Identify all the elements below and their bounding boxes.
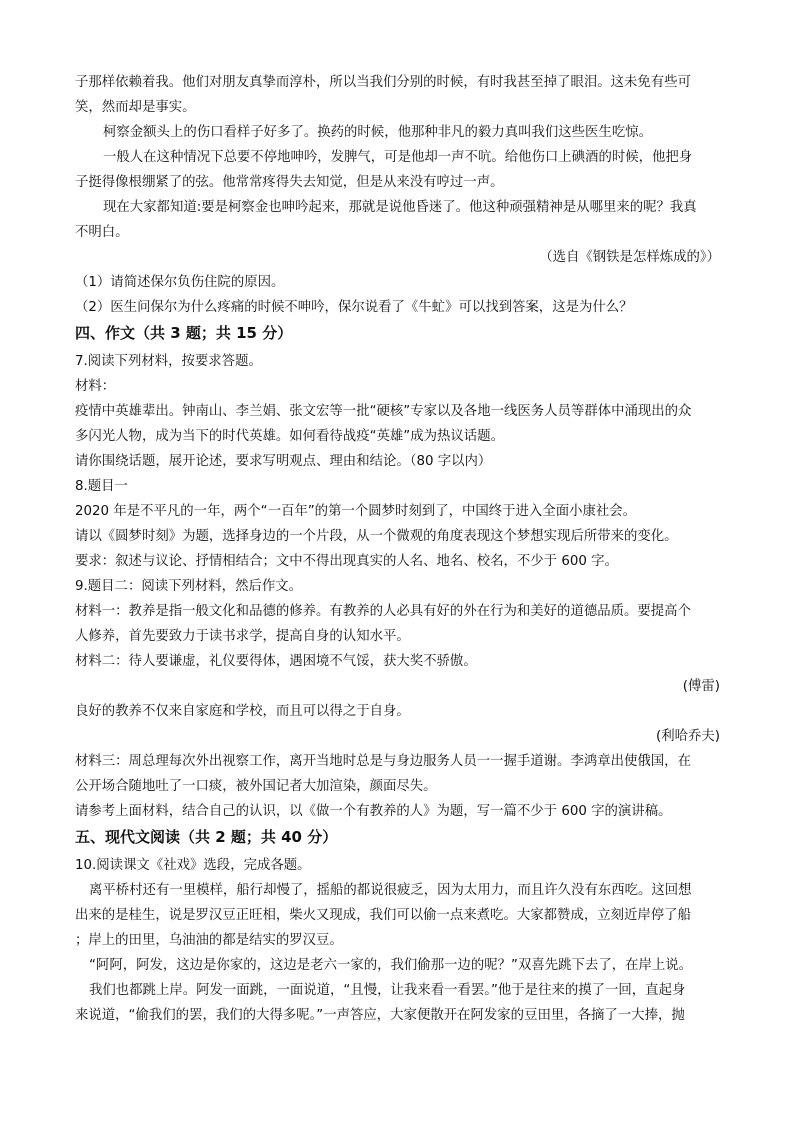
question-8-title: 8.题目一 [75, 479, 128, 494]
question-9-title: 9.题目二：阅读下列材料，然后作文。 [75, 579, 303, 594]
reading-passage-line: 来说道，“偷我们的罢，我们的大得多呢。”一声答应，大家便散开在阿发家的豆田里，各摘了一大捧，抛 [75, 1008, 685, 1023]
question-2: （2）医生问保尔为什么疼痛的时候不呻吟，保尔说看了《牛虻》可以找到答案，这是为什么？ [75, 300, 633, 315]
passage-line: 现在大家都知道:要是柯察金也呻吟起来，那就是说他昏迷了。他这种顽强精神是从哪里来的呢？我真 [103, 200, 697, 215]
reading-passage-line: 离平桥村还有一里模样，船行却慢了，摇船的都说很疲乏，因为太用力，而且许久没有东西吃。这回想 [89, 883, 692, 898]
passage-excerpt [75, 70, 720, 270]
passage-line: 子那样依赖着我。他们对朋友真挚而淳朴，所以当我们分别的时候，有时我甚至掉了眼泪。这未免有些可 [75, 75, 691, 90]
passage-line: 不明白。 [75, 225, 129, 240]
material-three: 公开场合随地吐了一口痰，被外国记者大加渲染，颜面尽失。 [75, 779, 437, 794]
material-text: 疫情中英雄辈出。钟南山、李兰娟、张文宏等一批“硬核”专家以及各地一线医务人员等群体中涌现出的众 [75, 404, 692, 419]
section-5-heading: 五、现代文阅读（共 2 题；共 40 分） [75, 828, 338, 846]
material-two: 材料二：待人要谦虚，礼仪要得体，遇困境不气馁，获大奖不骄傲。 [75, 654, 477, 669]
reading-passage-line: “阿阿，阿发，这边是你家的，这边是老六一家的，我们偷那一边的呢？”双喜先跳下去了，在岸上说。 [89, 958, 693, 973]
question-8-text: 2020 年是不平凡的一年，两个“一百年”的第一个圆梦时刻到了，中国终于进入全面小康社会。 [75, 504, 637, 519]
material-text: 多闪光人物，成为当下的时代英雄。如何看待战疫“英雄”成为热议话题。 [75, 429, 504, 444]
passage-line: 柯察金额头上的伤口看样子好多了。换药的时候，他那种非凡的毅力真叫我们这些医生吃惊。 [103, 125, 653, 140]
question-1: （1）请简述保尔负伤住院的原因。 [75, 275, 285, 290]
question-8-requirement: 要求：叙述与议论、抒情相结合；文中不得出现真实的人名、地名、校名，不少于 600 字。 [75, 554, 618, 569]
material-two-quote: 良好的教养不仅来自家庭和学校，而且可以得之于自身。 [75, 704, 410, 719]
material-label: 材料： [75, 379, 116, 394]
material-one: 材料一：教养是指一般文化和品德的修养。有教养的人必具有好的外在行为和美好的道德品质。要提高个 [75, 604, 691, 619]
section-4-heading: 四、作文（共 3 题；共 15 分） [75, 324, 293, 342]
quote-author: (傅雷) [682, 679, 720, 694]
quote-author: (利哈乔夫) [655, 729, 720, 744]
question-9-requirement: 请参考上面材料，结合自己的认识，以《做一个有教养的人》为题，写一篇不少于 600 字的演讲稿。 [75, 804, 672, 819]
question-7-title: 7.阅读下列材料，按要求答题。 [75, 354, 262, 369]
passage-source: （选自《钢铁是怎样炼成的》） [539, 250, 720, 265]
reading-passage-line: 出来的是桂生，说是罗汉豆正旺相，柴火又现成，我们可以偷一点来煮吃。大家都赞成，立刻近岸停了船 [75, 908, 691, 923]
question-8-text: 请以《圆梦时刻》为题，选择身边的一个片段，从一个微观的角度表现这个梦想实现后所带来的变化。 [75, 529, 678, 544]
material-three: 材料三：周总理每次外出视察工作，离开当地时总是与身边服务人员一一握手道谢。李鸿章出使俄国，在 [75, 754, 691, 769]
material-one: 人修养，首先要致力于读书求学，提高自身的认知水平。 [75, 629, 410, 644]
question-7-requirement: 请你围绕话题，展开论述，要求写明观点、理由和结论。（80 字以内） [75, 454, 492, 469]
exam-page [75, 70, 720, 1028]
passage-line: 笑，然而却是事实。 [75, 100, 196, 115]
passage-line: 一般人在这种情况下总要不停地呻吟，发脾气，可是他却一声不吭。给他伤口上碘酒的时候，他把身 [103, 150, 693, 165]
passage-line: 子挺得像根绷紧了的弦。他常常疼得失去知觉，但是从来没有哼过一声。 [75, 175, 504, 190]
reading-passage-line: 我们也都跳上岸。阿发一面跳，一面说道，“且慢，让我来看一看罢。”他于是往来的摸了一回，直起身 [89, 983, 686, 998]
reading-passage-line: ；岸上的田里，乌油油的都是结实的罗汉豆。 [75, 933, 343, 948]
question-10-title: 10.阅读课文《社戏》选段，完成各题。 [75, 858, 311, 873]
